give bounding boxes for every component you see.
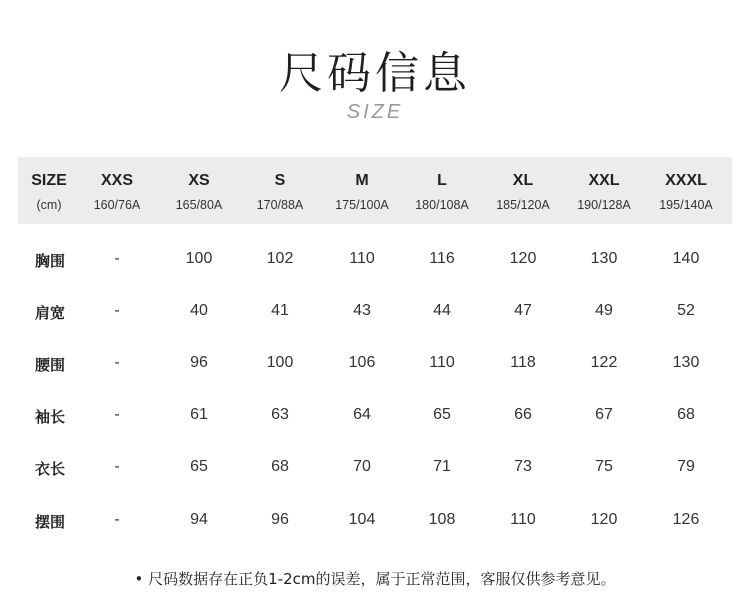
cell-xxxl: 140: [672, 250, 700, 267]
cell-xxxl: 126: [672, 511, 700, 528]
header-size-label: SIZE: [31, 172, 67, 189]
cell-l: 110: [429, 354, 455, 371]
cell-l: 65: [433, 406, 451, 423]
header-cell-xs: [159, 157, 239, 224]
cell-xl: 66: [514, 406, 532, 423]
page-title: 尺码信息: [279, 48, 471, 99]
cell-xxxl: 68: [677, 406, 695, 423]
header-size-label: XL: [512, 172, 534, 189]
cell-s: 68: [271, 458, 289, 475]
cell-xxl: 49: [595, 302, 613, 319]
cell-l: 71: [433, 458, 451, 475]
header-size-label: XXL: [588, 172, 620, 189]
page-subtitle: SIZE: [346, 101, 404, 123]
cell-xl: 118: [510, 354, 536, 371]
size-disclaimer-note: • 尺码数据存在正负1-2cm的误差，属于正常范围，客服仅供参考意见。: [134, 570, 616, 588]
cell-xl: 47: [514, 302, 532, 319]
cell-s: 102: [266, 250, 294, 267]
table-row-length: [0, 454, 750, 484]
header-cell-xxxl: [646, 157, 726, 224]
cell-l: 44: [433, 302, 451, 319]
row-label: 袖长: [34, 408, 65, 426]
header-size-spec: 180/108A: [415, 198, 469, 212]
cell-xl: 110: [510, 511, 536, 528]
cell-m: 104: [348, 511, 376, 528]
header-size-label: S: [274, 172, 286, 189]
cell-xxs: -: [114, 406, 120, 423]
cell-xs: 96: [190, 354, 208, 371]
size-table-header: [18, 157, 732, 224]
cell-s: 63: [271, 406, 289, 423]
cell-xs: 94: [190, 511, 208, 528]
header-cell-s: [240, 157, 320, 224]
header-size-spec: 160/76A: [93, 198, 141, 212]
header-size-spec: 195/140A: [659, 198, 713, 212]
cell-xxs: -: [114, 458, 120, 475]
cell-xl: 73: [514, 458, 532, 475]
cell-xs: 65: [190, 458, 208, 475]
cell-xxxl: 52: [677, 302, 695, 319]
cell-xxl: 120: [590, 511, 618, 528]
cell-l: 116: [429, 250, 455, 267]
cell-xs: 61: [190, 406, 208, 423]
header-size-spec: 185/120A: [496, 198, 550, 212]
header-size-spec: 170/88A: [256, 198, 304, 212]
header-size-spec: 165/80A: [175, 198, 223, 212]
header-cell-m: [322, 157, 402, 224]
header-size-spec: 190/128A: [577, 198, 631, 212]
cell-m: 70: [353, 458, 371, 475]
cell-xxs: -: [114, 302, 120, 319]
cell-s: 41: [271, 302, 289, 319]
cell-xl: 120: [509, 250, 537, 267]
table-row-shoulder: [0, 298, 750, 328]
header-size-label: XXS: [100, 172, 133, 189]
cell-xxl: 75: [595, 458, 613, 475]
row-label: 摆围: [34, 513, 65, 531]
cell-xxs: -: [114, 354, 120, 371]
header-cell-l: [402, 157, 482, 224]
cell-m: 64: [353, 406, 371, 423]
cell-s: 96: [271, 511, 289, 528]
cell-l: 108: [428, 511, 456, 528]
cell-xxl: 122: [590, 354, 618, 371]
cell-xxs: -: [114, 250, 120, 267]
header-size-label: XXXL: [665, 172, 707, 189]
header-cell-xxs: [77, 157, 157, 224]
row-label: 胸围: [34, 252, 65, 270]
header-size-label: XS: [188, 172, 210, 189]
row-label: 衣长: [34, 460, 65, 478]
header-size-unit: (cm): [36, 198, 62, 212]
header-cell-xxl: [564, 157, 644, 224]
header-cell-xl: [483, 157, 563, 224]
cell-xs: 40: [190, 302, 208, 319]
cell-m: 106: [348, 354, 376, 371]
cell-xxs: -: [114, 511, 120, 528]
table-row-waist: [0, 350, 750, 380]
cell-m: 43: [353, 302, 371, 319]
header-size-label: L: [437, 172, 447, 189]
table-row-chest: [0, 246, 750, 276]
header-size-spec: 175/100A: [335, 198, 389, 212]
table-row-hem: [0, 507, 750, 537]
cell-s: 100: [266, 354, 294, 371]
row-label: 肩宽: [34, 304, 65, 322]
cell-xxl: 130: [590, 250, 618, 267]
cell-m: 110: [349, 250, 375, 267]
cell-xs: 100: [185, 250, 213, 267]
cell-xxxl: 79: [677, 458, 695, 475]
row-label: 腰围: [34, 356, 65, 374]
cell-xxxl: 130: [672, 354, 700, 371]
header-size-label: M: [355, 172, 369, 189]
cell-xxl: 67: [595, 406, 613, 423]
table-row-sleeve: [0, 402, 750, 432]
